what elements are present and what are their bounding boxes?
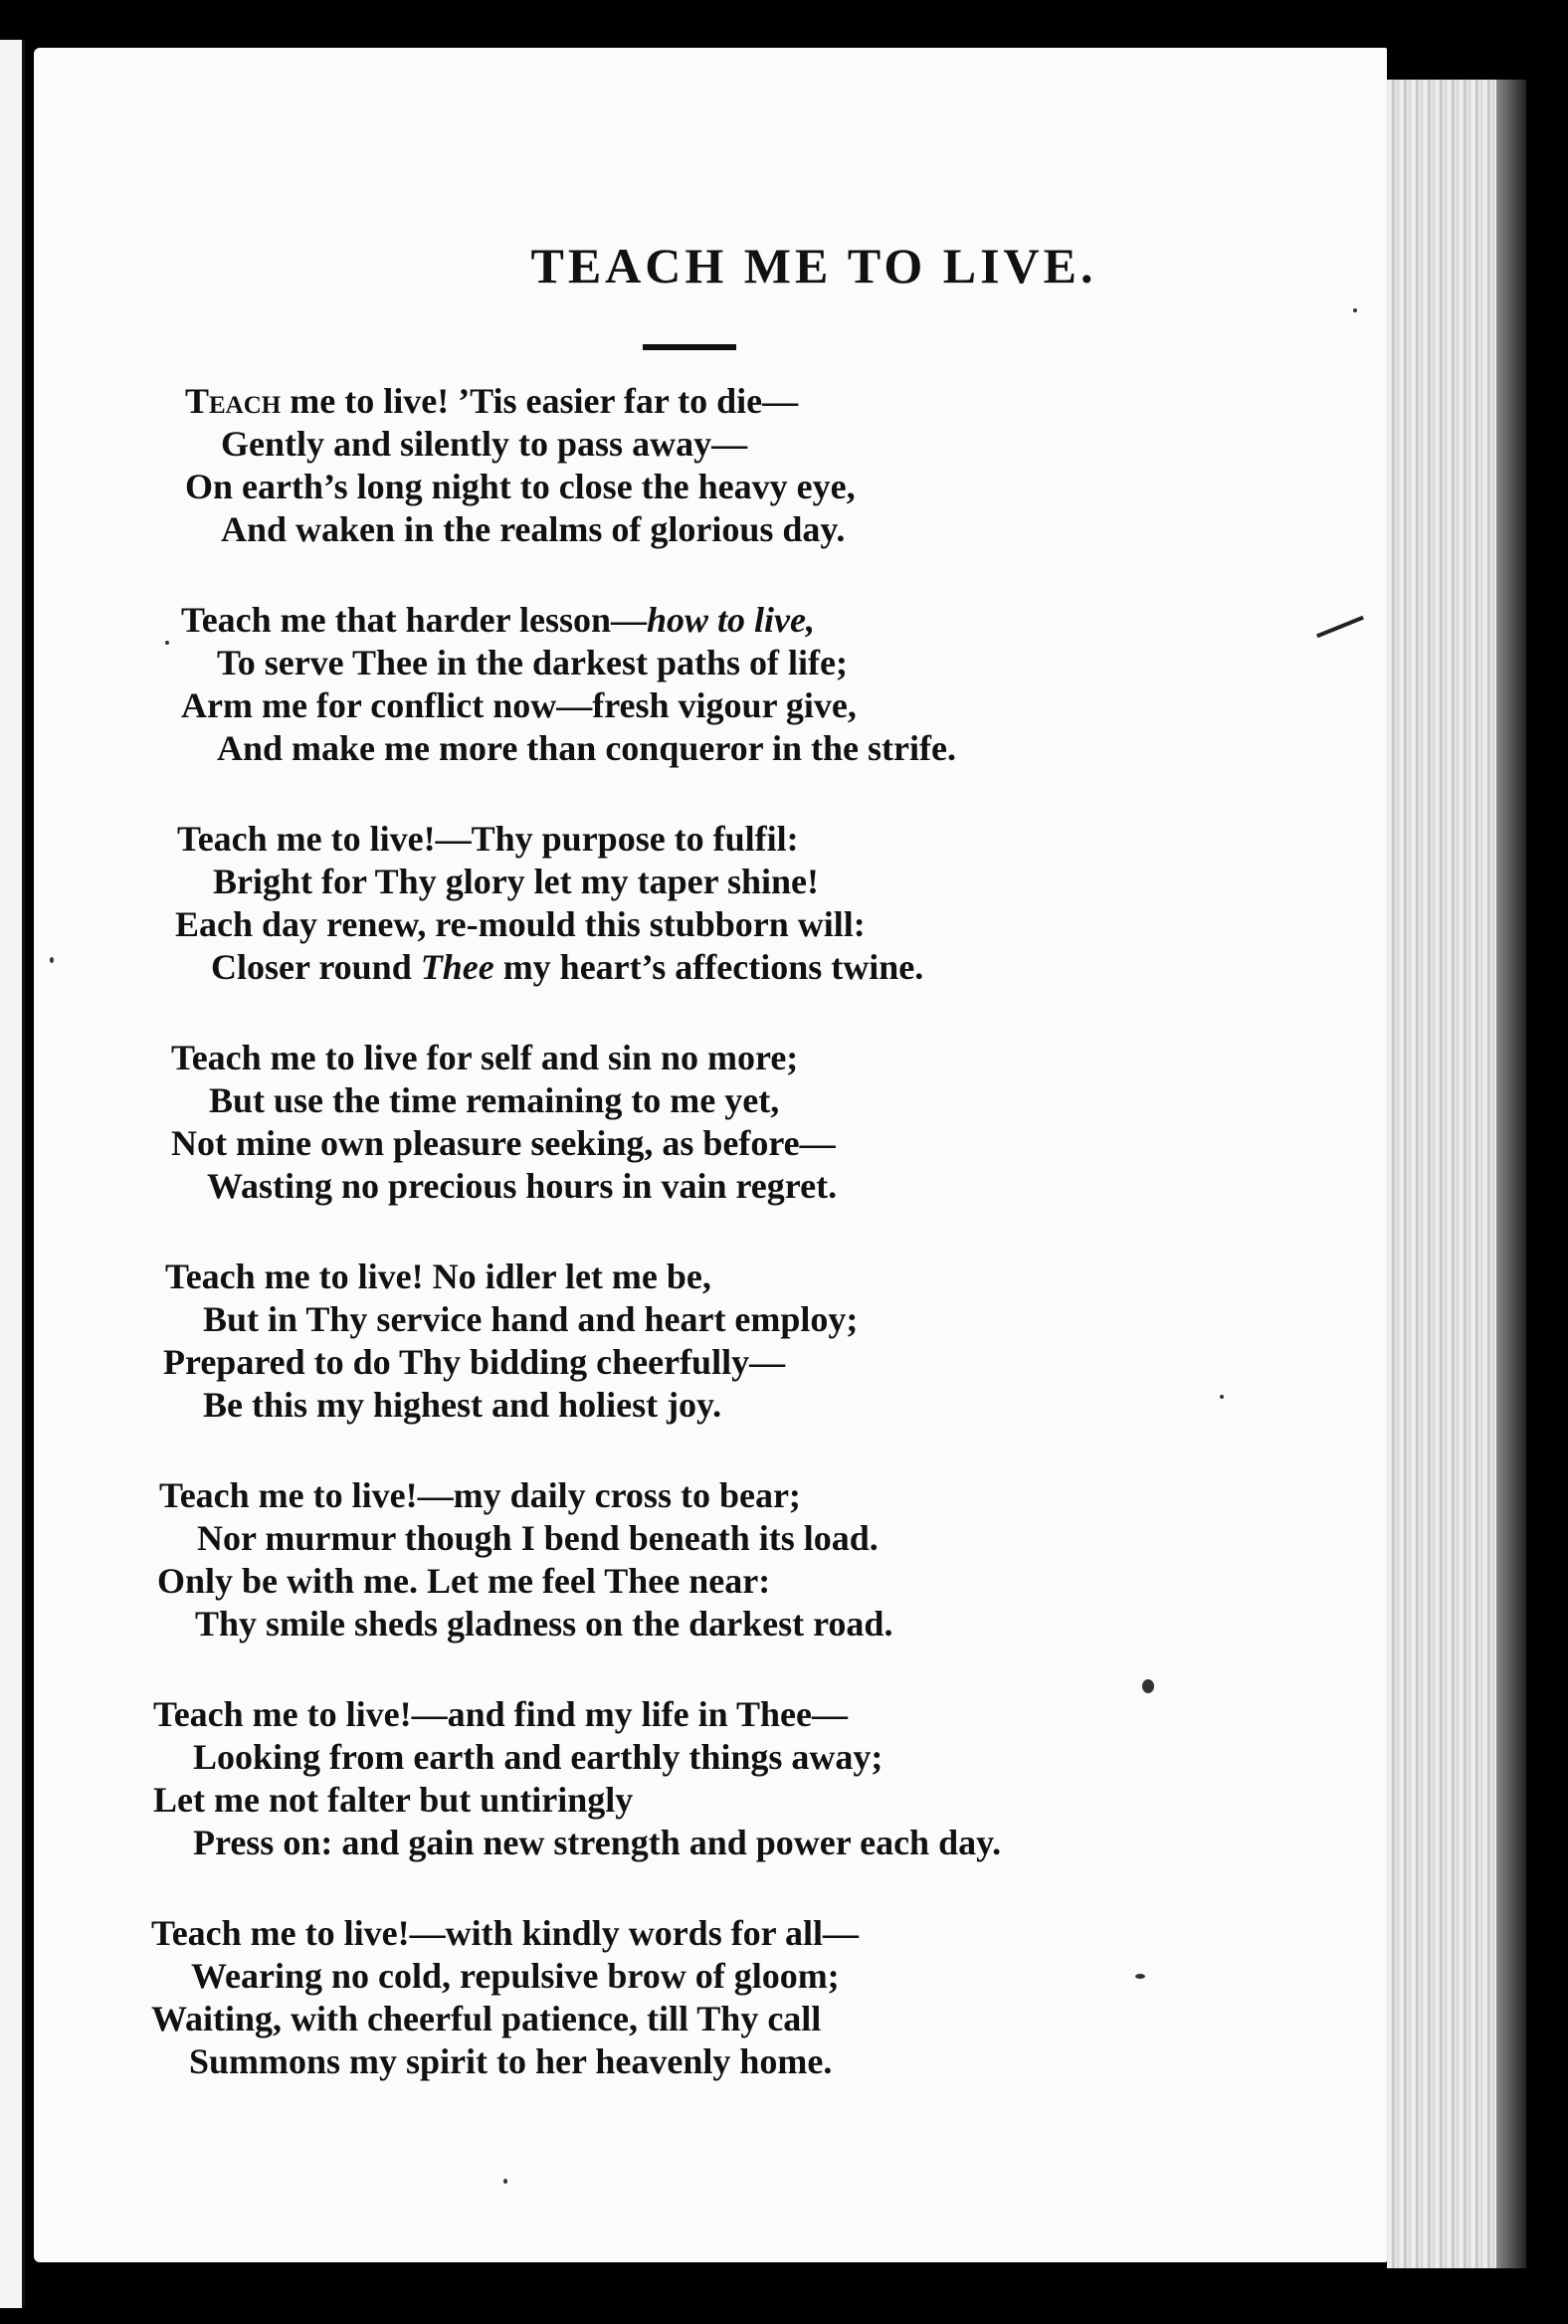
- ink-speck: [1220, 1395, 1224, 1399]
- poem-line: Each day renew, re-mould this stubborn will:: [175, 904, 866, 944]
- poem-line: Gently and silently to pass away—: [221, 424, 748, 464]
- poem-line: Be this my highest and holiest joy.: [203, 1385, 722, 1425]
- poem-line: And waken in the realms of glorious day.: [221, 509, 846, 549]
- poem-line: Closer round Thee my heart’s affections twine.: [211, 947, 924, 987]
- poem-line: Only be with me. Let me feel Thee near:: [157, 1561, 771, 1601]
- poem-line: And make me more than conqueror in the strife.: [217, 728, 956, 768]
- poem-line: Not mine own pleasure seeking, as before—: [171, 1123, 836, 1163]
- poem-line: Thy smile sheds gladness on the darkest road.: [195, 1604, 893, 1644]
- poem-line: Teach me to live for self and sin no more;: [171, 1038, 799, 1077]
- ink-speck: [165, 641, 169, 645]
- poem-line: Press on: and gain new strength and power each day.: [193, 1823, 1002, 1862]
- poem-line: To serve Thee in the darkest paths of life;: [217, 643, 848, 682]
- poem-line: Nor murmur though I bend beneath its load.: [197, 1518, 879, 1558]
- ink-speck: [1353, 308, 1357, 312]
- poem-line: Wearing no cold, repulsive brow of gloom;: [191, 1956, 840, 1996]
- ink-speck: [1142, 1679, 1154, 1693]
- poem-line: Wasting no precious hours in vain regret.: [207, 1166, 838, 1206]
- poem-line: Looking from earth and earthly things away;: [193, 1737, 883, 1777]
- poem-line: Waiting, with cheerful patience, till Thy call: [151, 1999, 822, 2038]
- poem-line: Teach me to live!—my daily cross to bear;: [159, 1475, 801, 1515]
- ink-speck: [503, 2179, 507, 2184]
- poem-line: Prepared to do Thy bidding cheerfully—: [163, 1342, 786, 1382]
- poem-line: Teach me that harder lesson—how to live,: [181, 600, 815, 640]
- poem-title: TEACH ME TO LIVE.: [530, 238, 1097, 293]
- poem-line: But use the time remaining to me yet,: [209, 1080, 780, 1120]
- poem-line: Teach me to live! No idler let me be,: [165, 1257, 711, 1296]
- poem-line: But in Thy service hand and heart employ;: [203, 1299, 859, 1339]
- ink-speck: [50, 957, 54, 963]
- ink-speck: [1135, 1974, 1145, 1979]
- poem-line: Arm me for conflict now—fresh vigour give,: [181, 685, 857, 725]
- poem-line: Bright for Thy glory let my taper shine!: [213, 862, 819, 901]
- poem-line: Let me not falter but untiringly: [153, 1780, 634, 1820]
- poem-line: On earth’s long night to close the heavy eye,: [185, 467, 856, 506]
- poem-line: Teach me to live!—and find my life in Thee—: [153, 1694, 849, 1734]
- poem-line: Teach me to live!—with kindly words for all—: [151, 1913, 860, 1953]
- poem-line: Teach me to live! ’Tis easier far to die—: [185, 381, 799, 421]
- poem-line: Teach me to live!—Thy purpose to fulfil:: [177, 819, 799, 859]
- poem-line: Summons my spirit to her heavenly home.: [189, 2041, 833, 2081]
